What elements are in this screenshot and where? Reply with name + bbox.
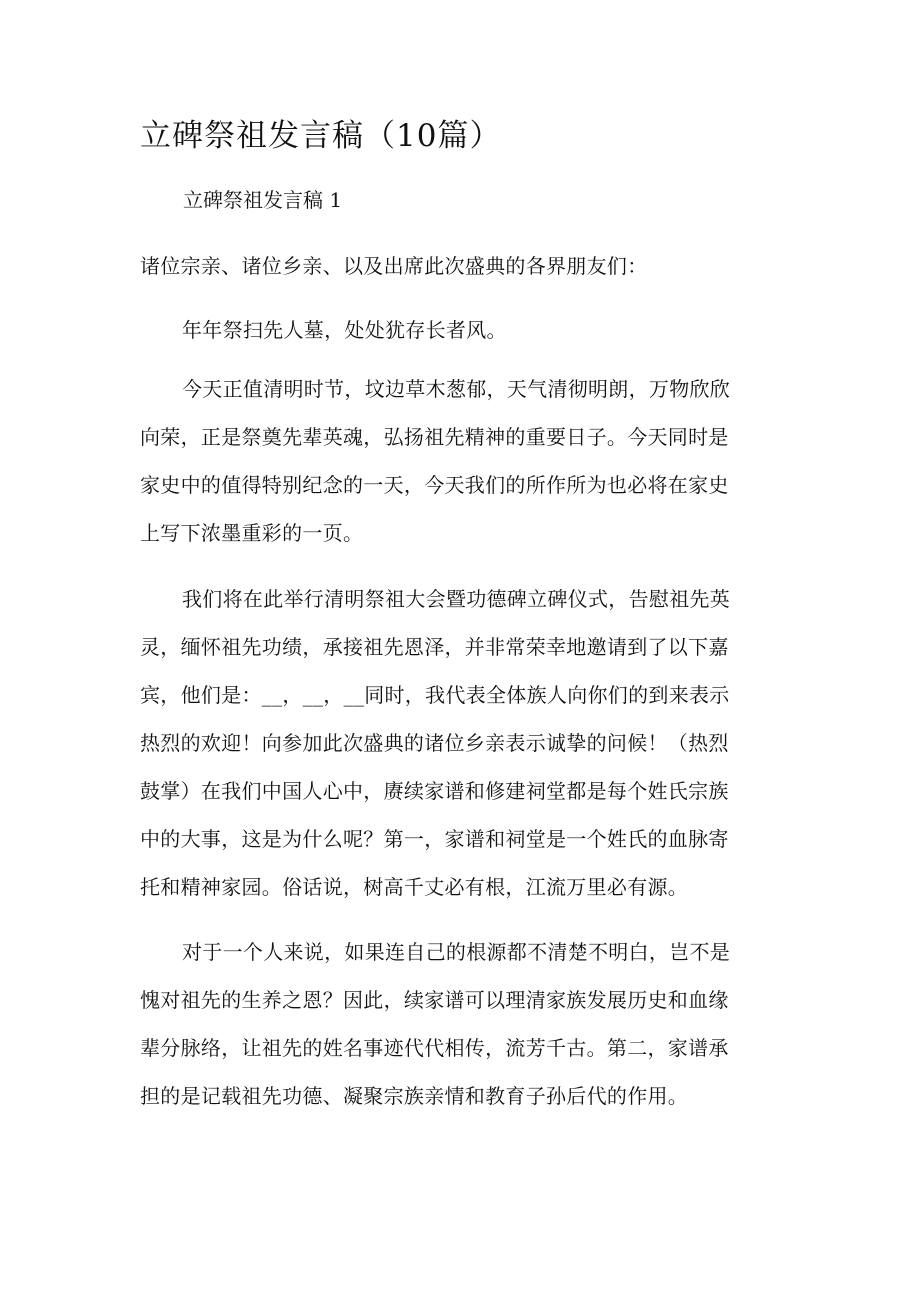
paragraph-line: 我们将在此举行清明祭祖大会暨功德碑立碑仪式，告慰祖先英 bbox=[182, 587, 731, 611]
section-heading: 立碑祭祖发言稿 1 bbox=[183, 188, 343, 212]
paragraph-line: 家史中的值得特别纪念的一天，今天我们的所作所为也必将在家史 bbox=[140, 473, 729, 497]
paragraph-line: 灵，缅怀祖先功绩，承接祖先恩泽，并非常荣幸地邀请到了以下嘉 bbox=[140, 635, 729, 659]
paragraph-qingming bbox=[140, 365, 776, 557]
paragraph-line: 诸位宗亲、诸位乡亲、以及出席此次盛典的各界朋友们： bbox=[140, 254, 648, 278]
paragraph-line: 今天正值清明时节，坟边草木葱郁，天气清彻明朗，万物欣欣 bbox=[182, 377, 731, 401]
paragraph-line: 愧对祖先的生养之恩？因此，续家谱可以理清家族发展历史和血缘 bbox=[140, 988, 729, 1012]
paragraph-line: 宾，他们是：__，__，__同时，我代表全体族人向你们的到来表示 bbox=[140, 683, 730, 707]
paragraph-line: 担的是记载祖先功德、凝聚宗族亲情和教育子孙后代的作用。 bbox=[140, 1084, 689, 1108]
paragraph-line: 向荣，正是祭奠先辈英魂，弘扬祖先精神的重要日子。今天同时是 bbox=[140, 425, 729, 449]
paragraph-line: 年年祭扫先人墓，处处犹存长者风。 bbox=[182, 318, 507, 342]
paragraph-line: 鼓掌）在我们中国人心中，赓续家谱和修建祠堂都是每个姓氏宗族 bbox=[140, 779, 729, 803]
paragraph-line: 辈分脉络，让祖先的姓名事迹代代相传，流芳千古。第二，家谱承 bbox=[140, 1036, 729, 1060]
paragraph-line: 对于一个人来说，如果连自己的根源都不清楚不明白，岂不是 bbox=[182, 940, 731, 964]
paragraph-line: 上写下浓墨重彩的一页。 bbox=[140, 521, 364, 545]
paragraph-genealogy bbox=[140, 928, 776, 1120]
paragraph-greeting bbox=[140, 242, 776, 290]
paragraph-couplet bbox=[140, 306, 776, 354]
document-title: 立碑祭祖发言稿（10篇） bbox=[140, 118, 502, 154]
paragraph-line: 托和精神家园。俗话说，树高千丈必有根，江流万里必有源。 bbox=[140, 875, 689, 899]
paragraph-ceremony bbox=[140, 575, 776, 911]
paragraph-line: 中的大事，这是为什么呢？第一，家谱和祠堂是一个姓氏的血脉寄 bbox=[140, 827, 729, 851]
paragraph-line: 热烈的欢迎！向参加此次盛典的诸位乡亲表示诚挚的问候！（热烈 bbox=[140, 731, 729, 755]
